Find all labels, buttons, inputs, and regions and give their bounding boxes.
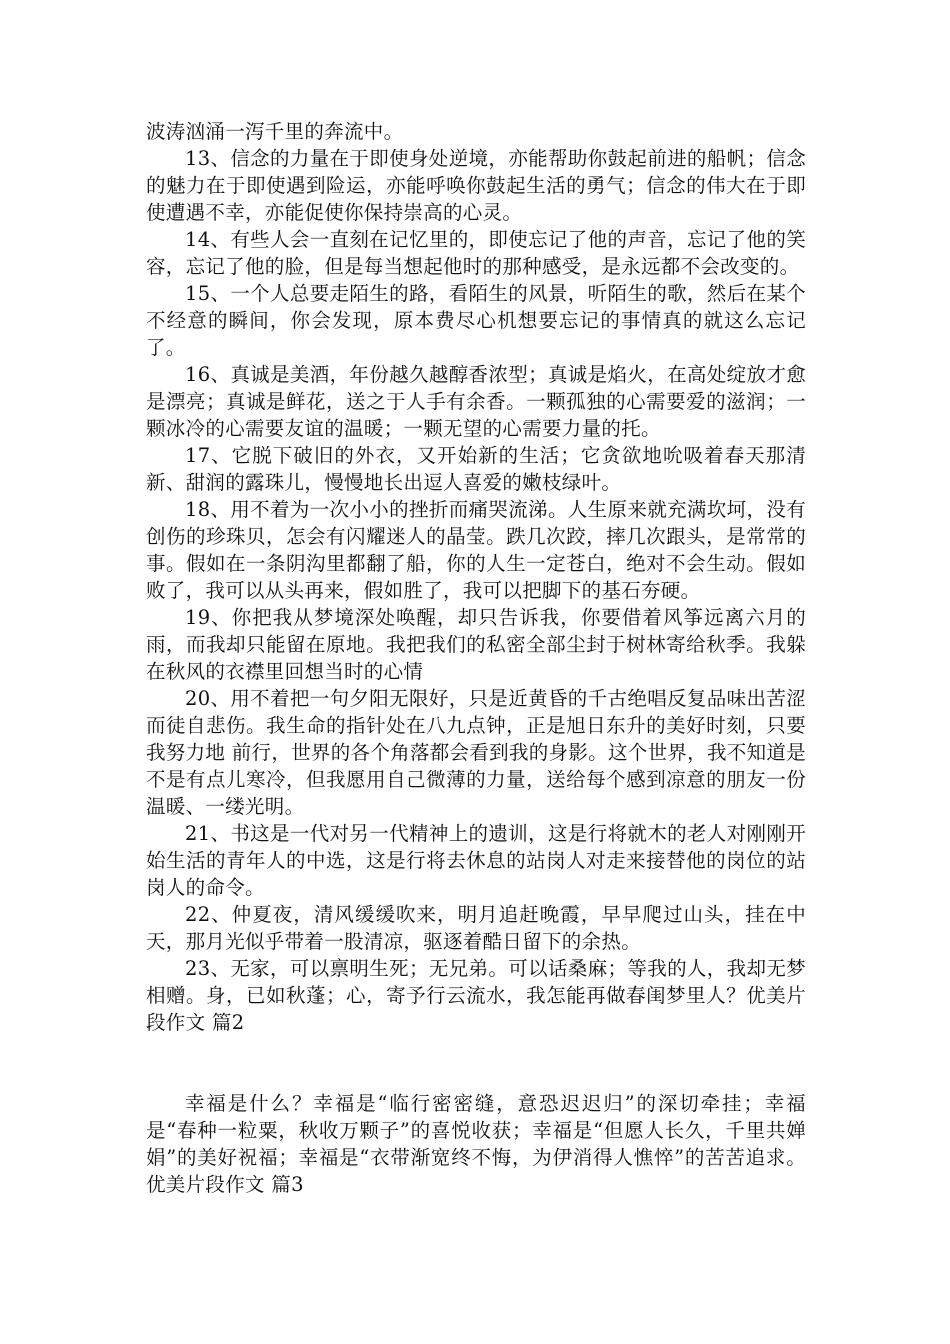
paragraph-17: 17、它脱下破旧的外衣，又开始新的生活；它贪欲地吮吸着春天那清新、甜润的露珠儿，慢慢地长出逗人喜爱的嫩枝绿叶。 — [146, 444, 806, 494]
paragraph-continuation: 波涛汹涌一泻千里的奔流中。 — [146, 120, 404, 143]
section-gap — [146, 1036, 806, 1090]
paragraph-19: 19、你把我从梦境深处唤醒，却只告诉我，你要借着风筝远离六月的雨，而我却只能留在原地。我把我们的私密全部尘封于树林寄给秋季。我躲在秋风的衣襟里回想当时的心情 — [146, 606, 806, 683]
paragraph-23: 23、无家，可以禀明生死；无兄弟。可以话桑麻；等我的人，我却无梦相赠。身，已如秋蓬；心，寄予行云流水，我怎能再做春闺梦里人？优美片段作文 篇2 — [146, 957, 806, 1034]
paragraph-15: 15、一个人总要走陌生的路，看陌生的风景，听陌生的歌，然后在某个不经意的瞬间，你会发现，原本费尽心机想要忘记的事情真的就这么忘记了。 — [146, 282, 806, 359]
paragraph-20: 20、用不着把一句夕阳无限好，只是近黄昏的千古绝唱反复品味出苦涩而徒自悲伤。我生命的指针处在八九点钟，正是旭日东升的美好时刻，只要我努力地 前行，世界的各个角落都会看到我的身影。这个世界，我不知道是不是有点儿寒冷，但我愿用自己微薄的力量，送给每个感到凉意的朋友一份温暖、一缕光明。 — [146, 687, 806, 818]
paragraph-14: 14、有些人会一直刻在记忆里的，即使忘记了他的声音，忘记了他的笑容，忘记了他的脸，但是每当想起他时的那种感受，是永远都不会改变的。 — [146, 228, 806, 278]
paragraph-happiness: 幸福是什么？幸福是“临行密密缝，意恐迟迟归”的深切牵挂；幸福是“春种一粒粟，秋收万颗子”的喜悦收获；幸福是“但愿人长久，千里共婵娟”的美好祝福；幸福是“衣带渐宽终不悔，为伊消得人憔悴”的苦苦追求。优美片段作文 篇3 — [146, 1092, 806, 1196]
document-body — [146, 118, 806, 1198]
paragraph-13: 13、信念的力量在于即使身处逆境，亦能帮助你鼓起前进的船帆；信念的魅力在于即使遇到险运，亦能呼唤你鼓起生活的勇气；信念的伟大在于即使遭遇不幸，亦能促使你保持崇高的心灵。 — [146, 147, 806, 224]
paragraph-21: 21、书这是一代对另一代精神上的遗训，这是行将就木的老人对刚刚开始生活的青年人的中选，这是行将去休息的站岗人对走来接替他的岗位的站岗人的命令。 — [146, 822, 806, 899]
paragraph-22: 22、仲夏夜，清风缓缓吹来，明月追赶晚霞，早早爬过山头，挂在中天，那月光似乎带着一股清凉，驱逐着酷日留下的余热。 — [146, 903, 806, 953]
paragraph-16: 16、真诚是美酒，年份越久越醇香浓型；真诚是焰火，在高处绽放才愈是漂亮；真诚是鲜花，送之于人手有余香。一颗孤独的心需要爱的滋润；一颗冰冷的心需要友谊的温暖；一颗无望的心需要力量的托。 — [146, 363, 806, 440]
paragraph-18: 18、用不着为一次小小的挫折而痛哭流涕。人生原来就充满坎坷，没有创伤的珍珠贝，怎会有闪耀迷人的晶莹。跌几次跤，摔几次跟头，是常常的事。假如在一条阴沟里都翻了船，你的人生一定苍白，绝对不会生动。假如败了，我可以从头再来，假如胜了，我可以把脚下的基石夯硬。 — [146, 498, 806, 602]
